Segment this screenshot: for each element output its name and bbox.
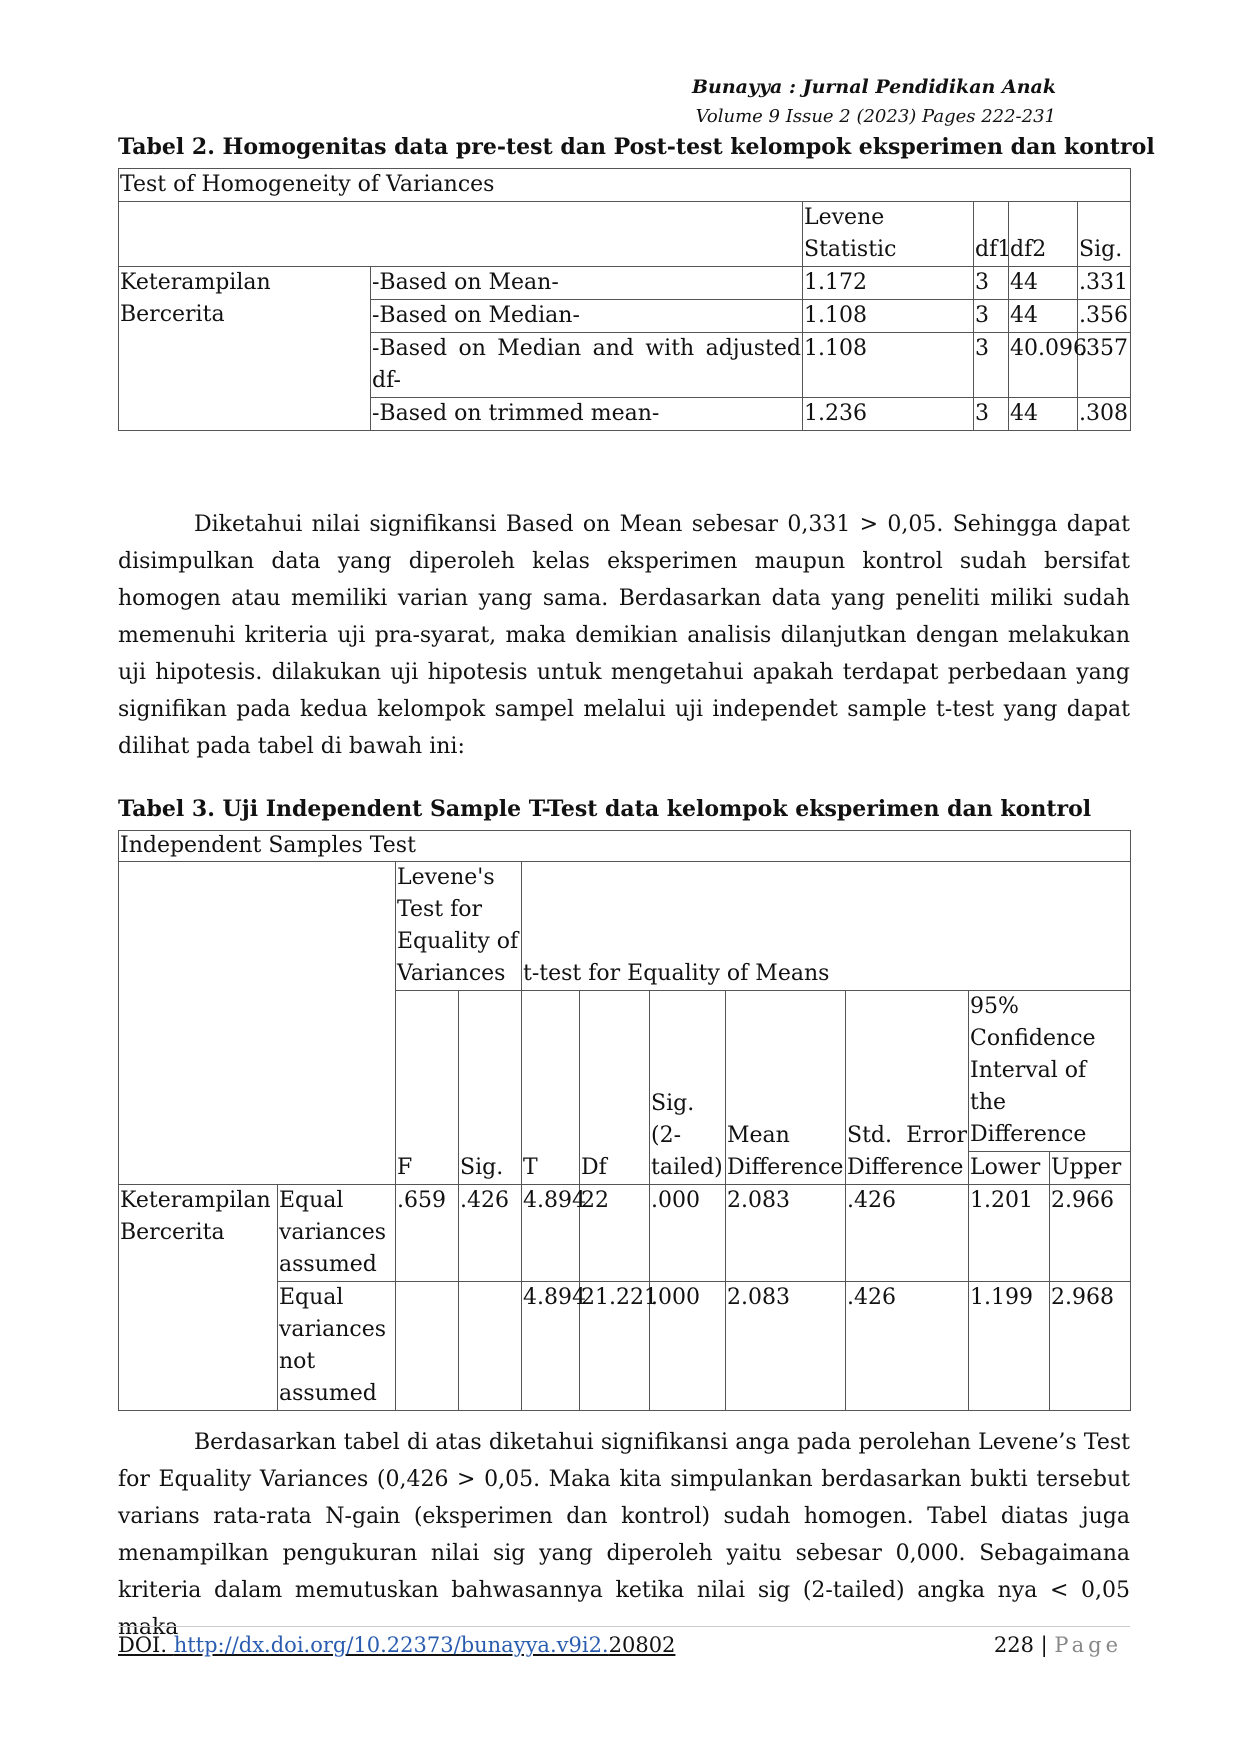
page-separator: |: [1040, 1633, 1048, 1657]
header-sig: Sig.: [459, 991, 522, 1185]
header-mean-difference: Mean Difference: [726, 991, 846, 1185]
row-label: -Based on Median and with adjusted df-: [371, 333, 803, 398]
cell-std-error-difference: .426: [846, 1185, 969, 1282]
header-levene-statistic: Levene Statistic: [803, 202, 974, 267]
cell-df2: 44: [1009, 398, 1078, 431]
table2-variable: Keterampilan Bercerita: [119, 267, 371, 431]
independent-samples-table: [118, 830, 1131, 1411]
cell-sig: [459, 1282, 522, 1411]
header-df1: df1: [974, 202, 1009, 267]
table3-header-blank: [119, 862, 396, 1185]
cell-sig: .426: [459, 1185, 522, 1282]
cell-mean-difference: 2.083: [726, 1282, 846, 1411]
cell-df1: 3: [974, 267, 1009, 300]
cell-df: 22: [580, 1185, 650, 1282]
header-df2: df2: [1009, 202, 1078, 267]
footer-divider: [118, 1626, 1130, 1627]
cell-lower: 1.199: [969, 1282, 1050, 1411]
cell-levene: 1.172: [803, 267, 974, 300]
row-label: -Based on Median-: [371, 300, 803, 333]
doi-suffix: 20802: [608, 1633, 676, 1657]
cell-df1: 3: [974, 398, 1009, 431]
journal-header: [692, 72, 1056, 132]
table2-header-blank: [119, 202, 803, 267]
cell-f: [396, 1282, 459, 1411]
row-label: Equal variances not assumed: [278, 1282, 396, 1411]
homogeneity-table: [118, 168, 1131, 431]
cell-lower: 1.201: [969, 1185, 1050, 1282]
table3-title: Independent Samples Test: [119, 831, 1131, 862]
journal-name: Bunayya : Jurnal Pendidikan Anak: [691, 76, 1056, 98]
row-label: -Based on trimmed mean-: [371, 398, 803, 431]
cell-upper: 2.966: [1050, 1185, 1131, 1282]
cell-mean-difference: 2.083: [726, 1185, 846, 1282]
journal-volume: Volume 9 Issue 2 (2023) Pages 222-231: [695, 106, 1056, 127]
cell-df1: 3: [974, 300, 1009, 333]
page-number: 228: [993, 1633, 1034, 1657]
cell-f: .659: [396, 1185, 459, 1282]
table2-caption: Tabel 2. Homogenitas data pre-test dan Post-test kelompok eksperimen dan kontrol: [118, 134, 1155, 160]
paragraph-ttest: Berdasarkan tabel di atas diketahui signifikansi anga pada perolehan Levene’s Test for Equality Variances (0,426 > 0,05. Maka kita simpulankan berdasarkan bukti tersebut varians rata-rata N-gain (eksperimen dan kontrol) sudah homogen. Tabel diatas juga menampilkan pengukuran nilai sig yang diperoleh yaitu sebesar 0,000. Sebagaimana kriteria dalam memutuskan bahwasannya ketika nilai sig (2-tailed) angka nya < 0,05 maka: [118, 1430, 1130, 1640]
cell-sig-2-tailed: .000: [650, 1282, 726, 1411]
cell-df2: 44: [1009, 267, 1078, 300]
doi-link[interactable]: http://dx.doi.org/10.22373/bunayya.v9i2.: [173, 1633, 609, 1657]
table2-title: Test of Homogeneity of Variances: [119, 169, 1131, 202]
table3-variable: Keterampilan Bercerita: [119, 1185, 278, 1411]
cell-sig-2-tailed: .000: [650, 1185, 726, 1282]
cell-df: 21.221: [580, 1282, 650, 1411]
cell-t: 4.894: [522, 1185, 580, 1282]
cell-std-error-difference: .426: [846, 1282, 969, 1411]
header-t: T: [522, 991, 580, 1185]
doi-footer[interactable]: [118, 1630, 675, 1660]
cell-sig: .308: [1078, 398, 1131, 431]
cell-sig: .331: [1078, 267, 1131, 300]
header-f: F: [396, 991, 459, 1185]
cell-upper: 2.968: [1050, 1282, 1131, 1411]
header-std-error-difference: Std. Error Difference: [846, 991, 969, 1185]
header-df: Df: [580, 991, 650, 1185]
row-label: -Based on Mean-: [371, 267, 803, 300]
cell-df2: 44: [1009, 300, 1078, 333]
levene-test-group-header: Levene's Test for Equality of Variances: [396, 862, 522, 991]
confidence-interval-header: 95% Confidence Interval of the Difference: [969, 991, 1131, 1152]
row-label: Equal variances assumed: [278, 1185, 396, 1282]
page-number-footer: [994, 1630, 1122, 1660]
header-lower: Lower: [969, 1152, 1050, 1185]
paragraph-homogeneity: Diketahui nilai signifikansi Based on Mean sebesar 0,331 > 0,05. Sehingga dapat disimpulkan data yang diperoleh kelas eksperimen maupun kontrol sudah bersifat homogen atau memiliki varian yang sama. Berdasarkan data yang peneliti miliki sudah memenuhi kriteria uji pra-syarat, maka demikian analisis dilanjutkan dengan melakukan uji hipotesis. dilakukan uji hipotesis untuk mengetahui apakah terdapat perbedaan yang signifikan pada kedua kelompok sampel melalui uji independet sample t-test yang dapat dilihat pada tabel di bawah ini:: [118, 512, 1130, 759]
cell-levene: 1.236: [803, 398, 974, 431]
header-sig-2-tailed: Sig. (2-tailed): [650, 991, 726, 1185]
cell-levene: 1.108: [803, 300, 974, 333]
page-word: Page: [1054, 1633, 1122, 1657]
header-upper: Upper: [1050, 1152, 1131, 1185]
cell-sig: .356: [1078, 300, 1131, 333]
cell-sig: .357: [1078, 333, 1131, 398]
header-sig: Sig.: [1078, 202, 1131, 267]
table3-caption: Tabel 3. Uji Independent Sample T-Test data kelompok eksperimen dan kontrol: [118, 796, 1092, 822]
cell-t: 4.894: [522, 1282, 580, 1411]
cell-df2: 40.096: [1009, 333, 1078, 398]
doi-prefix: DOI.: [118, 1633, 174, 1657]
ttest-group-header: t-test for Equality of Means: [522, 862, 1131, 991]
cell-levene: 1.108: [803, 333, 974, 398]
cell-df1: 3: [974, 333, 1009, 398]
